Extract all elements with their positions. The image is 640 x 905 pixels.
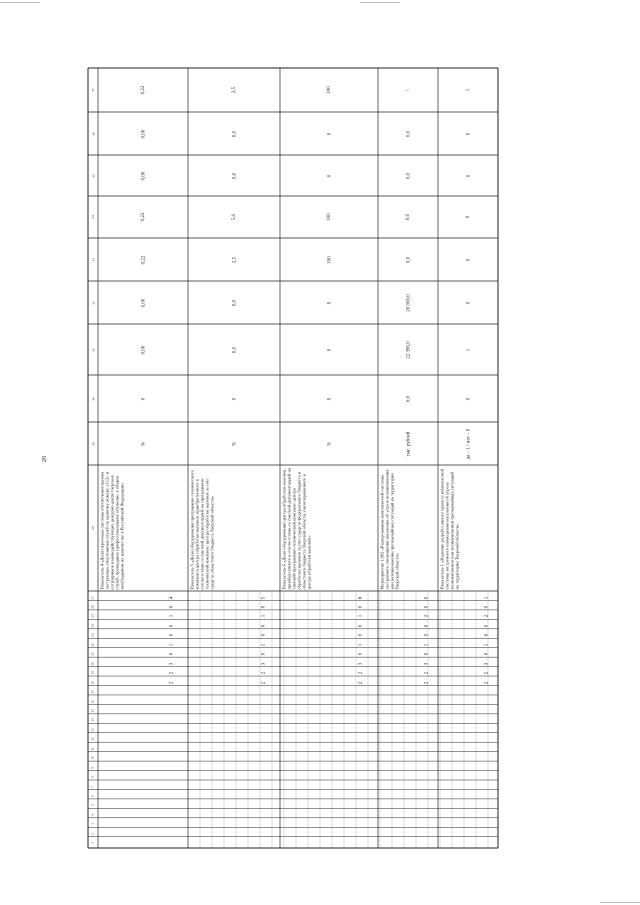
value-cell: 0,0 — [405, 172, 411, 179]
value-cell: 1 — [465, 348, 471, 351]
code-digit: 0 — [357, 634, 363, 637]
code-digit: 6 — [357, 596, 363, 599]
value-cell: 0,00 — [140, 298, 146, 307]
code-column-header: 27 — [90, 595, 95, 600]
code-column-header: 26 — [90, 605, 95, 609]
unit-cell: % — [326, 441, 332, 446]
value-cell: 0 — [326, 132, 332, 135]
code-digit: 5 — [260, 596, 266, 599]
value-cell: 0 — [465, 397, 471, 400]
code-digit: 1 — [260, 643, 266, 647]
indicator-text: Показатель 5 «Доля оборудования программно-технического комплекса центра обработки вызовов, приобретенного в соответствии со сметной документацией на программно-технический комплекс центра обработки вызовов за счет средств областного бюджета Тверской области» — [189, 470, 215, 590]
code-digit: 0 — [424, 624, 430, 628]
value-cell: 0,0 — [231, 346, 237, 353]
value-cell: 0,00 — [140, 129, 146, 138]
value-cell: 0,0 — [405, 213, 411, 221]
value-cell: 5,0 — [231, 213, 237, 221]
indicator-text: Показатель 1 «Наличие разработанного проекта комплексной системы экстренного оповещения населения об угрозе возникновения или возникновении чрезвычайных ситуаций на территории Тверской области» — [439, 469, 460, 590]
code-digit: 0 — [260, 653, 266, 656]
code-digit: 2 — [357, 681, 363, 684]
code-digit: 0 — [424, 605, 430, 609]
code-digit: 3 — [484, 662, 490, 665]
code-digit: 1 — [169, 615, 175, 618]
code-digit: 2 — [484, 615, 490, 618]
code-column-header: 1 — [90, 842, 95, 845]
code-digit: 0 — [169, 634, 175, 637]
value-cell: 100 — [326, 255, 332, 264]
code-column-header: 7 — [90, 785, 95, 788]
value-cell: 0 — [465, 215, 471, 219]
code-column-header: 25 — [90, 614, 95, 619]
code-digit: 2 — [169, 671, 175, 675]
code-column-header: 18 — [90, 680, 95, 685]
value-cell: 0 — [326, 397, 332, 400]
code-column-header: 14 — [90, 718, 95, 723]
value-cell: 0 — [465, 301, 471, 304]
code-column-header: 4 — [90, 814, 95, 816]
code-column-header: 2 — [90, 832, 95, 835]
code-digit: 1 — [260, 615, 266, 618]
code-column-header: 17 — [90, 690, 95, 694]
code-column-header: 10 — [90, 756, 95, 760]
code-digit: 2 — [260, 681, 266, 684]
value-cell: 0 — [465, 132, 471, 135]
value-cell: 20 000,0 — [405, 293, 411, 312]
value-cell: 0 — [140, 397, 146, 400]
code-digit: 0 — [424, 653, 430, 656]
value-cell: 0,22 — [140, 255, 146, 264]
value-cell: 0,0 — [405, 256, 411, 263]
code-digit: 0 — [260, 605, 266, 609]
text-column-header: 28 — [91, 526, 95, 530]
indicator-text: Мероприятие 1.002 «Развертывание комплексной системы экстренного оповещения населения об угрозе возникновения или возникновении чрезвычайных ситуаций на территории Тверской области» — [379, 469, 400, 590]
code-digit: 3 — [357, 662, 363, 665]
code-digit: 3 — [260, 662, 266, 665]
code-digit: 0 — [169, 653, 175, 656]
code-digit: 1 — [424, 643, 430, 647]
unit-cell: % — [140, 441, 146, 446]
value-cell: 0 — [465, 258, 471, 261]
value-cell: 2,5 — [231, 256, 237, 263]
code-digit: 1 — [357, 643, 363, 647]
code-digit: 2 — [169, 681, 175, 684]
code-digit: 0 — [260, 624, 266, 628]
year-column-header: 34 — [91, 215, 95, 219]
value-cell: 100 — [326, 86, 332, 94]
code-column-header: 13 — [90, 728, 95, 732]
unit-cell: % — [231, 441, 237, 446]
code-digit: 3 — [424, 662, 430, 665]
value-cell: 0,0 — [231, 299, 237, 306]
value-cell: 2,5 — [231, 86, 237, 94]
code-digit: 2 — [357, 671, 363, 675]
code-column-header: 24 — [90, 624, 95, 628]
code-digit: 4 — [169, 596, 175, 599]
code-column-header: 15 — [90, 709, 95, 713]
code-digit: 0 — [260, 634, 266, 637]
code-digit: 0 — [424, 596, 430, 599]
code-digit: 0 — [484, 634, 490, 637]
value-cell: 0,22 — [140, 85, 146, 95]
code-column-header: 6 — [90, 795, 95, 797]
code-digit: 0 — [357, 624, 363, 628]
year-column-header: 37 — [91, 88, 95, 92]
value-cell: 0,22 — [140, 212, 146, 222]
code-column-header: 22 — [90, 643, 95, 647]
value-cell: 100 — [326, 213, 332, 221]
code-column-header: 23 — [90, 633, 95, 638]
code-digit: 0 — [484, 653, 490, 656]
year-column-header: 30 — [91, 396, 95, 401]
code-column-header: 5 — [90, 804, 95, 807]
year-column-header: 36 — [91, 131, 95, 136]
value-cell: 22 390,0 — [405, 340, 411, 359]
code-digit: 1 — [484, 643, 490, 647]
code-digit: 2 — [484, 671, 490, 675]
value-cell: 0 — [465, 174, 471, 177]
code-digit: 0 — [484, 605, 490, 609]
value-cell: 1 — [465, 88, 471, 92]
code-column-header: 11 — [90, 747, 95, 751]
value-cell: 0 — [326, 348, 332, 351]
code-column-header: 9 — [90, 766, 95, 769]
code-digit: 2 — [424, 671, 430, 675]
code-digit: 1 — [484, 596, 490, 599]
value-cell: 0 — [231, 397, 237, 400]
unit-cell: да – 1 / нет – 0 — [465, 428, 471, 459]
code-column-header: 16 — [90, 699, 95, 704]
value-cell: 0,0 — [231, 172, 237, 179]
indicator-text: Показатель 4 «Доля персонала системы обеспечения вызова экстренных оперативных служб по единому номеру «112» и сотрудников взаимодействующих дежурно-диспетчерских служб, прошедших профессиональное обучение, в общем необходимом их количестве в Российской Федерации» — [99, 471, 125, 590]
value-cell: 0,00 — [140, 345, 146, 354]
value-cell: 0 — [326, 174, 332, 177]
code-digit: 0 — [357, 605, 363, 609]
code-digit: 2 — [260, 671, 266, 675]
page-number: 20 — [42, 456, 48, 462]
value-cell: 0,0 — [405, 130, 411, 137]
year-column-header: 35 — [91, 173, 95, 178]
code-column-header: 19 — [90, 671, 95, 675]
code-digit: 0 — [357, 653, 363, 656]
code-digit: 2 — [424, 681, 430, 684]
code-digit: 2 — [424, 615, 430, 618]
year-column-header: 33 — [91, 257, 95, 262]
code-column-header: 12 — [90, 737, 95, 742]
unit-cell: тыс. рублей — [405, 431, 411, 456]
code-digit: 1 — [357, 615, 363, 618]
code-column-header: 20 — [90, 661, 95, 666]
code-digit: 0 — [484, 624, 490, 628]
value-cell: 0,0 — [405, 395, 411, 402]
year-column-header: 32 — [91, 300, 95, 305]
code-digit: 0 — [424, 634, 430, 637]
code-column-header: 8 — [90, 776, 95, 778]
code-digit: 0 — [169, 624, 175, 628]
value-cell: 0,0 — [231, 130, 237, 137]
code-digit: 2 — [484, 681, 490, 684]
code-digit: 1 — [169, 643, 175, 647]
code-digit: 0 — [169, 605, 175, 609]
value-cell: \ — [405, 89, 411, 91]
value-cell: 0 — [326, 301, 332, 304]
indicator-text: Показатель 6 «Доля оборудования центра обработки вызовов, приобретенного в соответствии со сметной документацией на типовой программно-технический комплекс центра обработки вызовов за счет средств федерального бюджета и областного бюджета Тверской области, смонтированного в центре обработки вызовов» — [281, 467, 312, 590]
code-digit: 3 — [169, 662, 175, 665]
unit-column-header: 29 — [91, 441, 95, 446]
value-cell: 0,00 — [140, 171, 146, 180]
code-column-header: 21 — [90, 652, 95, 657]
code-column-header: 3 — [90, 823, 95, 826]
year-column-header: 31 — [91, 347, 95, 352]
